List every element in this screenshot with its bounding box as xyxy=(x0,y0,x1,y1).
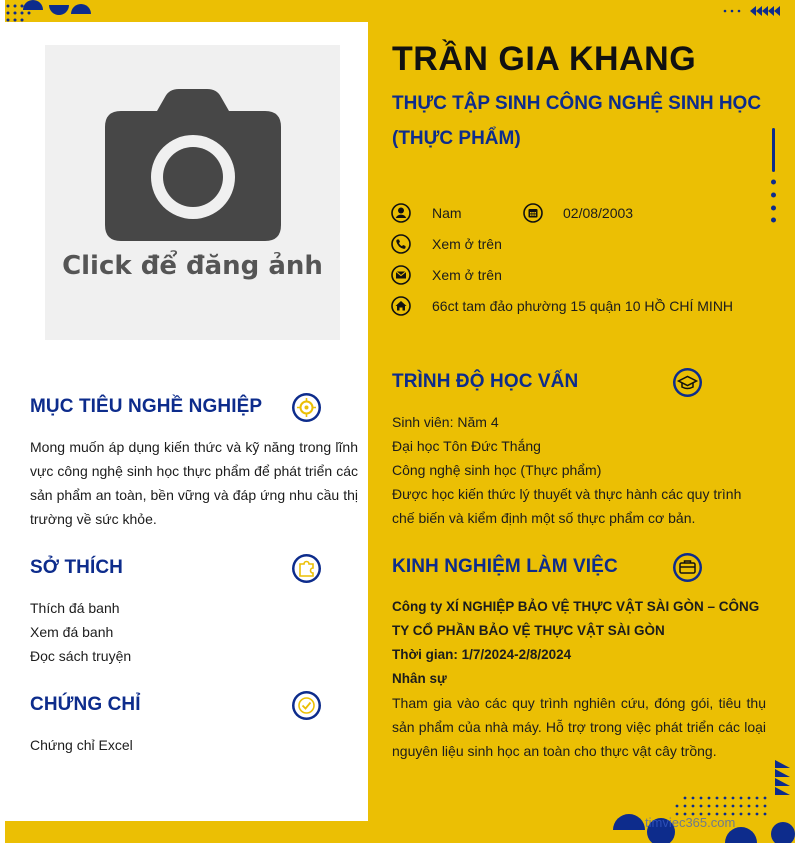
gender-icon xyxy=(391,203,411,223)
objective-title: MỤC TIÊU NGHỀ NGHIỆP xyxy=(30,396,263,417)
certificates-title: CHỨNG CHỈ xyxy=(30,694,141,715)
experience-role: Nhân sự xyxy=(392,671,447,686)
calendar-icon xyxy=(523,203,543,223)
gender-value: Nam xyxy=(432,205,462,221)
hobby-item-2: Xem đá banh xyxy=(30,624,114,640)
camera-icon xyxy=(105,89,281,241)
phone-value: Xem ở trên xyxy=(432,236,502,252)
email-icon xyxy=(391,265,411,285)
hobby-item-1: Thích đá banh xyxy=(30,600,120,616)
education-line-3: Công nghệ sinh học (Thực phẩm) xyxy=(392,462,602,478)
photo-placeholder[interactable] xyxy=(45,45,340,340)
hobby-item-3: Đọc sách truyện xyxy=(30,648,132,664)
certificate-item-1: Chứng chỉ Excel xyxy=(30,737,133,753)
address-value: 66ct tam đảo phường 15 quận 10 HỒ CHÍ MINH xyxy=(432,298,734,314)
objective-text: Mong muốn áp dụng kiến thức và kỹ năng trong lĩnh vực công nghệ sinh học thực phẩm để phát triển các sản phẩm an toàn, bền vững và đáp ứng nhu cầu thị trường về sức khỏe. xyxy=(30,439,358,527)
decor-top-right xyxy=(720,4,790,18)
bottom-strip xyxy=(5,821,368,843)
briefcase-icon xyxy=(672,552,703,583)
experience-period: Thời gian: 1/7/2024-2/8/2024 xyxy=(392,647,572,662)
certificate-check-icon xyxy=(291,690,322,721)
experience-description: Tham gia vào các quy trình nghiên cứu, đóng gói, tiêu thụ sản phẩm của nhà máy. Hỗ trợ trong việc phát triển các loại nguyên liệu sinh học an toàn cho thực vật cây trồng. xyxy=(392,695,766,759)
education-line-2: Đại học Tôn Đức Thắng xyxy=(392,438,541,454)
graduation-cap-icon xyxy=(672,367,703,398)
candidate-name: TRẦN GIA KHANG xyxy=(392,40,697,78)
cv-page xyxy=(5,0,795,843)
education-description: Được học kiến thức lý thuyết và thực hành các quy trình chế biến và kiểm định một số thực phẩm cơ bản. xyxy=(392,486,742,526)
puzzle-icon xyxy=(291,553,322,584)
phone-icon xyxy=(391,234,411,254)
job-title: THỰC TẬP SINH CÔNG NGHỆ SINH HỌC (THỰC PHẨM) xyxy=(392,93,762,149)
experience-company: Công ty XÍ NGHIỆP BẢO VỆ THỰC VẬT SÀI GÒN – CÔNG TY CỔ PHẦN BẢO VỆ THỰC VẬT SÀI GÒN xyxy=(392,599,760,638)
watermark: timviec365.com xyxy=(645,815,736,830)
education-line-1: Sinh viên: Năm 4 xyxy=(392,414,499,430)
target-icon xyxy=(291,392,322,423)
hobbies-title: SỞ THÍCH xyxy=(30,557,124,578)
home-icon xyxy=(391,296,411,316)
experience-title: KINH NGHIỆM LÀM VIỆC xyxy=(392,556,618,577)
birthday-value: 02/08/2003 xyxy=(563,205,634,221)
decor-bottom-right xyxy=(605,758,795,843)
photo-caption: Click để đăng ảnh xyxy=(62,251,323,281)
education-title: TRÌNH ĐỘ HỌC VẤN xyxy=(392,371,579,392)
email-value: Xem ở trên xyxy=(432,267,502,283)
